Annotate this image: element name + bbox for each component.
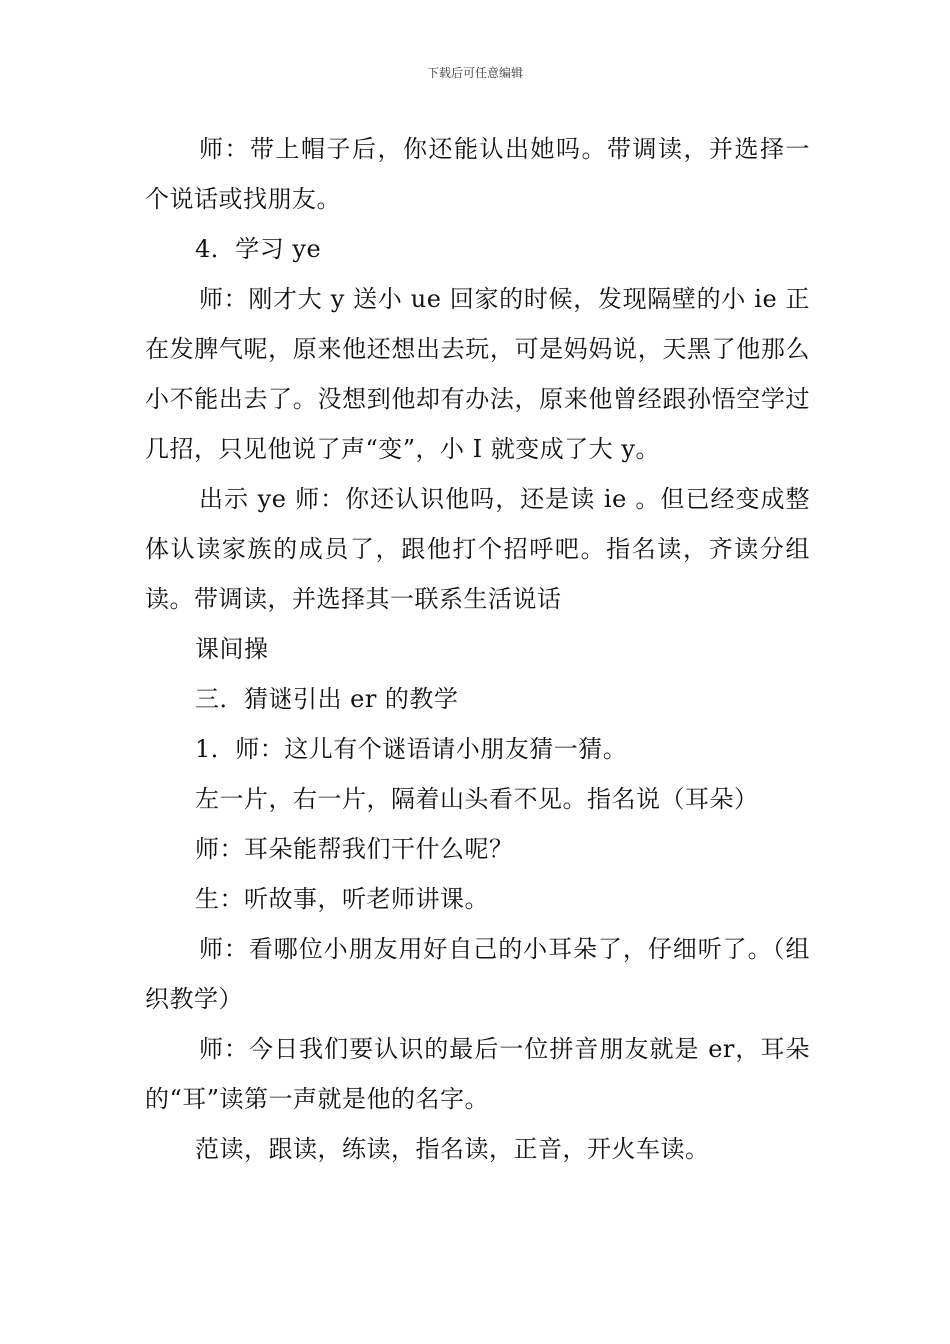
paragraph-4: 出示 ye 师：你还认识他吗，还是读 ie 。但已经变成整体认读家族的成员了，跟他打个招呼吧。指名读，齐读分组读。带调读，并选择其一联系生活说话 <box>145 485 810 613</box>
paragraph-11: 师：看哪位小朋友用好自己的小耳朵了，仔细听了。（组织教学） <box>145 935 810 1013</box>
paragraph-12: 师：今日我们要认识的最后一位拼音朋友就是 er，耳朵的“耳”读第一声就是他的名字。 <box>145 1035 810 1113</box>
paragraph-6: 三．猜谜引出 er 的教学 <box>195 685 459 713</box>
paragraph-9: 师：耳朵能帮我们干什么呢？ <box>195 835 514 863</box>
paragraph-3: 师：刚才大 y 送小 ue 回家的时候，发现隔壁的小 ie 正在发脾气呢，原来他还想出去玩，可是妈妈说，天黑了他那么小不能出去了。没想到他却有办法，原来他曾经跟孙悟空学过几招，只见他说了声“变”，小 I 就变成了大 y。 <box>145 285 810 463</box>
page-header: 下载后可任意编辑 <box>426 66 523 80</box>
paragraph-10: 生：听故事，听老师讲课。 <box>195 885 489 913</box>
document-body <box>145 124 810 1174</box>
paragraph-8: 左一片，右一片，隔着山头看不见。指名说（耳朵） <box>195 785 759 813</box>
paragraph-2: 4．学习 ye <box>195 235 322 263</box>
paragraph-5: 课间操 <box>195 635 269 663</box>
paragraph-13: 范读，跟读，练读，指名读，正音，开火车读。 <box>195 1135 710 1163</box>
paragraph-7: 1．师：这儿有个谜语请小朋友猜一猜。 <box>195 735 628 763</box>
paragraph-1: 师：带上帽子后，你还能认出她吗。带调读，并选择一个说话或找朋友。 <box>145 135 810 213</box>
